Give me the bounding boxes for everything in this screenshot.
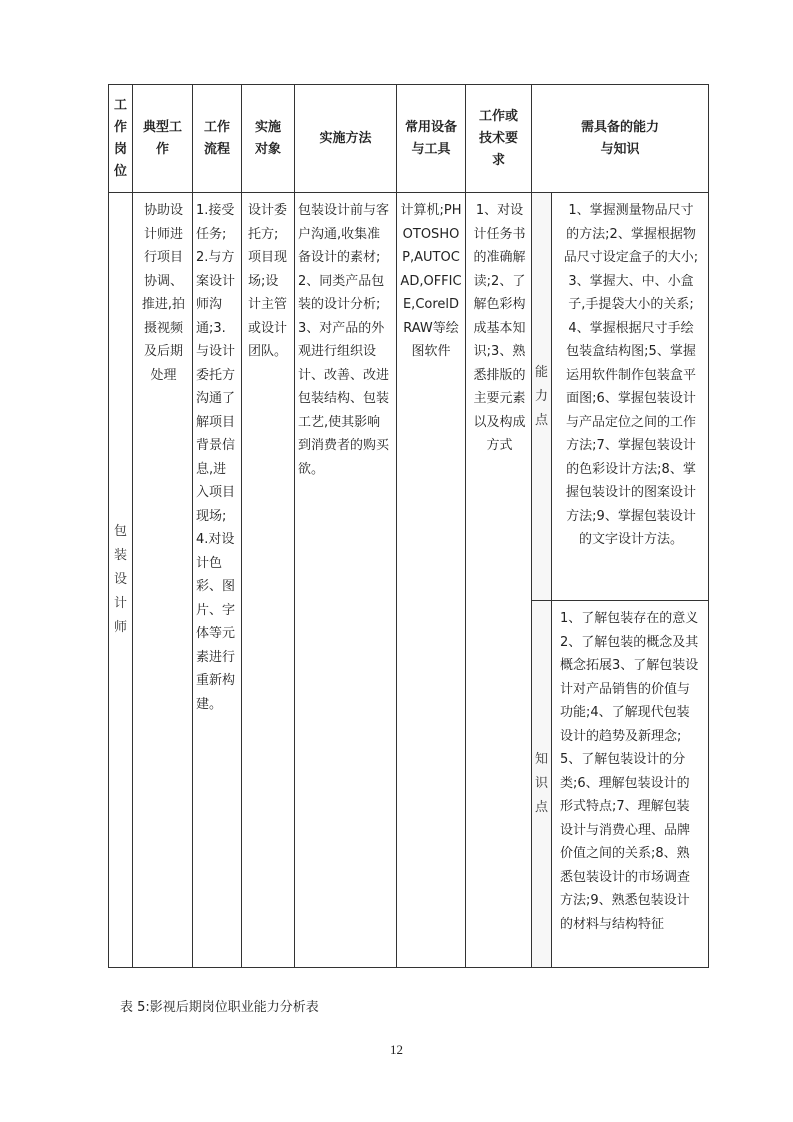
job-analysis-table [108,84,709,968]
method-cell: 包装设计前与客户沟通,收集准备设计的素材;2、同类产品包装的设计分析;3、对产品的外观进行组织设计、改善、改进包装结构、包装工艺,使其影响到消费者的购买欲。 [295,193,397,968]
table-caption: 表 5:影视后期岗位职业能力分析表 [120,1000,319,1015]
header-row [109,85,709,193]
data-row-ability [109,193,709,601]
workflow-cell: 1.接受任务;2.与方案设计师沟通;3.与设计委托方沟通了解项目背景信息,进入项目现场;4.对设计色彩、图片、字体等元素进行重新构建。 [193,193,242,968]
typical-work-cell: 协助设计师进行项目协调、推进,拍摄视频及后期处理 [133,193,193,968]
requirements-cell: 1、对设计任务书的准确解读;2、了解色彩构成基本知识;3、熟悉排版的主要元素以及构成方式 [466,193,532,968]
header-tools: 常用设备与工具 [397,85,466,193]
page-number: 12 [390,1042,403,1057]
ability-text-cell: 1、掌握测量物品尺寸的方法;2、掌握根据物品尺寸设定盒子的大小;3、掌握大、中、小盒子,手提袋大小的关系;4、掌握根据尺寸手绘包装盒结构图;5、掌握运用软件制作包装盒平面图;6、掌握包装设计与产品定位之间的工作方法;7、掌握包装设计的色彩设计方法;8、掌握包装设计的图案设计方法;9、掌握包装设计的文字设计方法。 [552,193,709,601]
tools-cell: 计算机;PHOTOSHOP,AUTOCAD,OFFICE,CorelDRAW等绘图软件 [397,193,466,968]
header-target: 实施对象 [242,85,295,193]
knowledge-label-cell: 知识点 [532,601,552,968]
header-skills: 需具备的能力与知识 [532,85,709,193]
header-typical-work: 典型工作 [133,85,193,193]
job-post-cell: 包装设计师 [109,193,133,968]
header-job-post: 工作岗位 [109,85,133,193]
knowledge-text-cell: 1、了解包装存在的意义2、了解包装的概念及其概念拓展3、了解包装设计对产品销售的价值与功能;4、了解现代包装设计的趋势及新理念;5、了解包装设计的分类;6、理解包装设计的形式特点;7、理解包装设计与消费心理、品牌价值之间的关系;8、熟悉包装设计的市场调查方法;9、熟悉包装设计的材料与结构特征 [552,601,709,968]
header-requirements: 工作或技术要求 [466,85,532,193]
target-cell: 设计委托方;项目现场;设计主管或设计团队。 [242,193,295,968]
header-method: 实施方法 [295,85,397,193]
header-workflow: 工作流程 [193,85,242,193]
ability-label-cell: 能力点 [532,193,552,601]
